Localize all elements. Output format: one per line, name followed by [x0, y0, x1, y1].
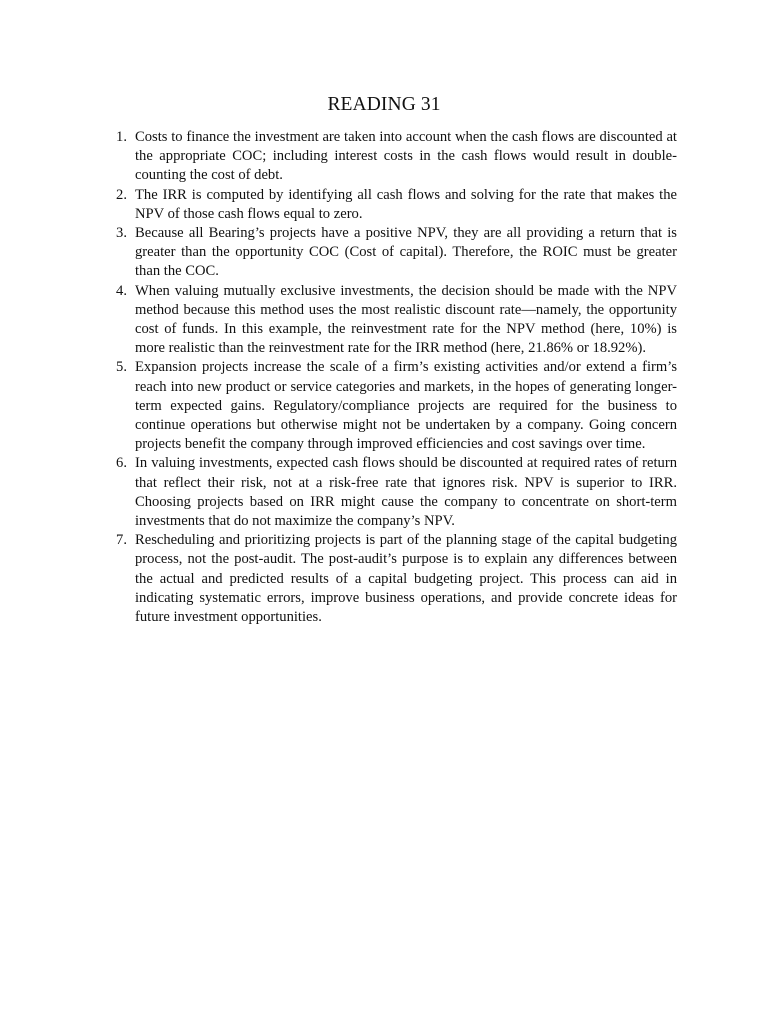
item-text: Costs to finance the investment are taken into account when the cash flows are discounted at the appropriate COC; including interest costs in the cash flows would result in double-counting the cost of debt.	[135, 129, 677, 184]
item-text: Rescheduling and prioritizing projects is part of the planning stage of the capital budgeting process, not the post-audit. The post-audit’s purpose is to explain any differences between the actual and predicted results of a capital budgeting project. This process can aid in indicating systematic errors, improve business operations, and provide concrete ideas for future investment opportunities.	[135, 532, 677, 626]
list-item	[109, 531, 677, 627]
item-text: When valuing mutually exclusive investments, the decision should be made with the NPV method because this method uses the most realistic discount rate—namely, the opportunity cost of funds. In this example, the reinvestment rate for the NPV method (here, 10%) is more realistic than the reinvestment rate for the IRR method (here, 21.86% or 18.92%).	[135, 282, 677, 357]
item-text: Expansion projects increase the scale of a firm’s existing activities and/or extend a firm’s reach into new product or service categories and markets, in the hopes of generating longer-term expected gains. Regulatory/compliance projects are required for the business to continue operations but otherwise might not be undertaken by a company. Going concern projects benefit the company through improved efficiencies and cost savings over time.	[135, 359, 677, 453]
item-number: 7.	[116, 532, 127, 549]
item-number: 1.	[116, 129, 127, 145]
item-number: 6.	[116, 455, 127, 472]
list-item	[109, 224, 677, 282]
list-item	[109, 454, 677, 531]
list-item	[109, 358, 677, 454]
list-item	[109, 282, 677, 359]
item-number: 3.	[116, 225, 127, 242]
item-text: Because all Bearing’s projects have a positive NPV, they are all providing a return that is greater than the opportunity COC (Cost of capital). Therefore, the ROIC must be greater than the COC.	[135, 225, 677, 280]
item-text: The IRR is computed by identifying all cash flows and solving for the rate that makes the NPV of those cash flows equal to zero.	[135, 186, 677, 222]
item-text: In valuing investments, expected cash flows should be discounted at required rates of return that reflect their risk, not at a risk-free rate that ignores risk. NPV is superior to IRR. Choosing projects based on IRR might cause the company to concentrate on short-term investments that do not maximize the company’s NPV.	[135, 455, 677, 530]
list-item	[109, 186, 677, 224]
item-number: 2.	[116, 186, 127, 203]
page-title: READING 31	[327, 94, 441, 115]
item-number: 5.	[116, 359, 127, 376]
list-item	[109, 128, 677, 186]
item-number: 4.	[116, 282, 127, 299]
answer-list	[109, 128, 677, 627]
